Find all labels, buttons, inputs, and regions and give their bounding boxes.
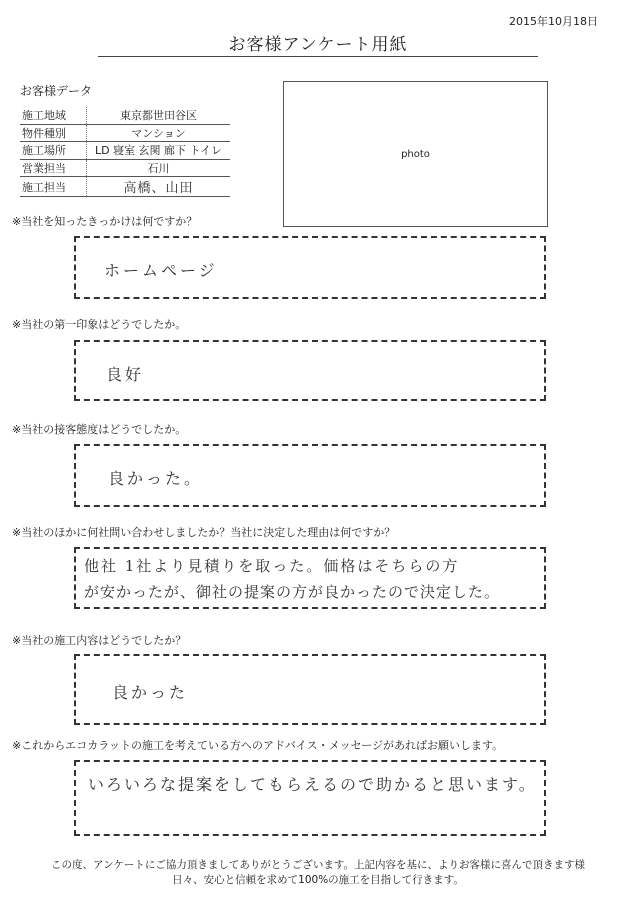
customer-data-table	[20, 107, 230, 197]
answer-box-1	[74, 236, 546, 299]
answer-text-4b: が安かったが、御社の提案の方が良かったので決定した。	[84, 583, 501, 601]
question-6: ※これからエコカラットの施工を考えている方へのアドバイス・メッセージがあればお願いします。	[12, 739, 504, 752]
answer-text-3: 良かった。	[108, 469, 204, 488]
table-row	[20, 124, 230, 142]
row-label: 施工場所	[20, 142, 87, 160]
photo-label: photo	[401, 149, 430, 160]
row-label: 物件種別	[20, 124, 87, 142]
footer-line-2: 日々、安心と信頼を求めて100%の施工を目指して行きます。	[172, 874, 464, 886]
table-row	[20, 107, 230, 124]
row-value: マンション	[87, 124, 231, 142]
customer-data-heading: お客様データ	[20, 84, 93, 98]
table-row	[20, 177, 230, 197]
photo-placeholder	[283, 81, 548, 227]
row-label: 施工担当	[20, 177, 87, 197]
answer-box-4	[74, 547, 546, 609]
answer-text-1: ホームページ	[104, 261, 218, 280]
answer-box-6	[74, 760, 546, 836]
table-row	[20, 142, 230, 160]
row-label: 営業担当	[20, 159, 87, 177]
page-title: お客様アンケート用紙	[228, 35, 408, 55]
answer-text-5: 良かった	[112, 683, 189, 702]
row-value: LD 寝室 玄関 廊下 トイレ	[87, 142, 231, 160]
survey-date: 2015年10月18日	[509, 15, 598, 28]
row-value: 東京都世田谷区	[87, 107, 231, 124]
question-5: ※当社の施工内容はどうでしたか？	[12, 634, 187, 647]
answer-text-2: 良好	[106, 365, 145, 384]
table-row	[20, 159, 230, 177]
row-value-handwritten: 高橋、山田	[87, 177, 231, 197]
row-label: 施工地域	[20, 107, 87, 124]
footer-line-1: この度、アンケートにご協力頂きましてありがとうございます。上記内容を基に、よりお客様に喜んで頂きます様	[50, 859, 586, 871]
question-4: ※当社のほかに何社問い合わせしましたか？当社に決定した理由は何ですか？	[12, 526, 396, 539]
answer-box-3	[74, 444, 546, 507]
row-value: 石川	[87, 159, 231, 177]
title-underline	[98, 56, 538, 57]
answer-text-4a: 他社 1社より見積りを取った。価格はそちらの方	[84, 557, 460, 575]
question-2: ※当社の第一印象はどうでしたか。	[12, 318, 187, 331]
footer-message	[0, 858, 636, 888]
question-1: ※当社を知ったきっかけは何ですか？	[12, 215, 198, 228]
answer-box-2	[74, 340, 546, 401]
question-3: ※当社の接客態度はどうでしたか。	[12, 423, 187, 436]
answer-text-6: いろいろな提案をしてもらえるので助かると思います。	[88, 775, 537, 794]
answer-box-5	[74, 654, 546, 725]
